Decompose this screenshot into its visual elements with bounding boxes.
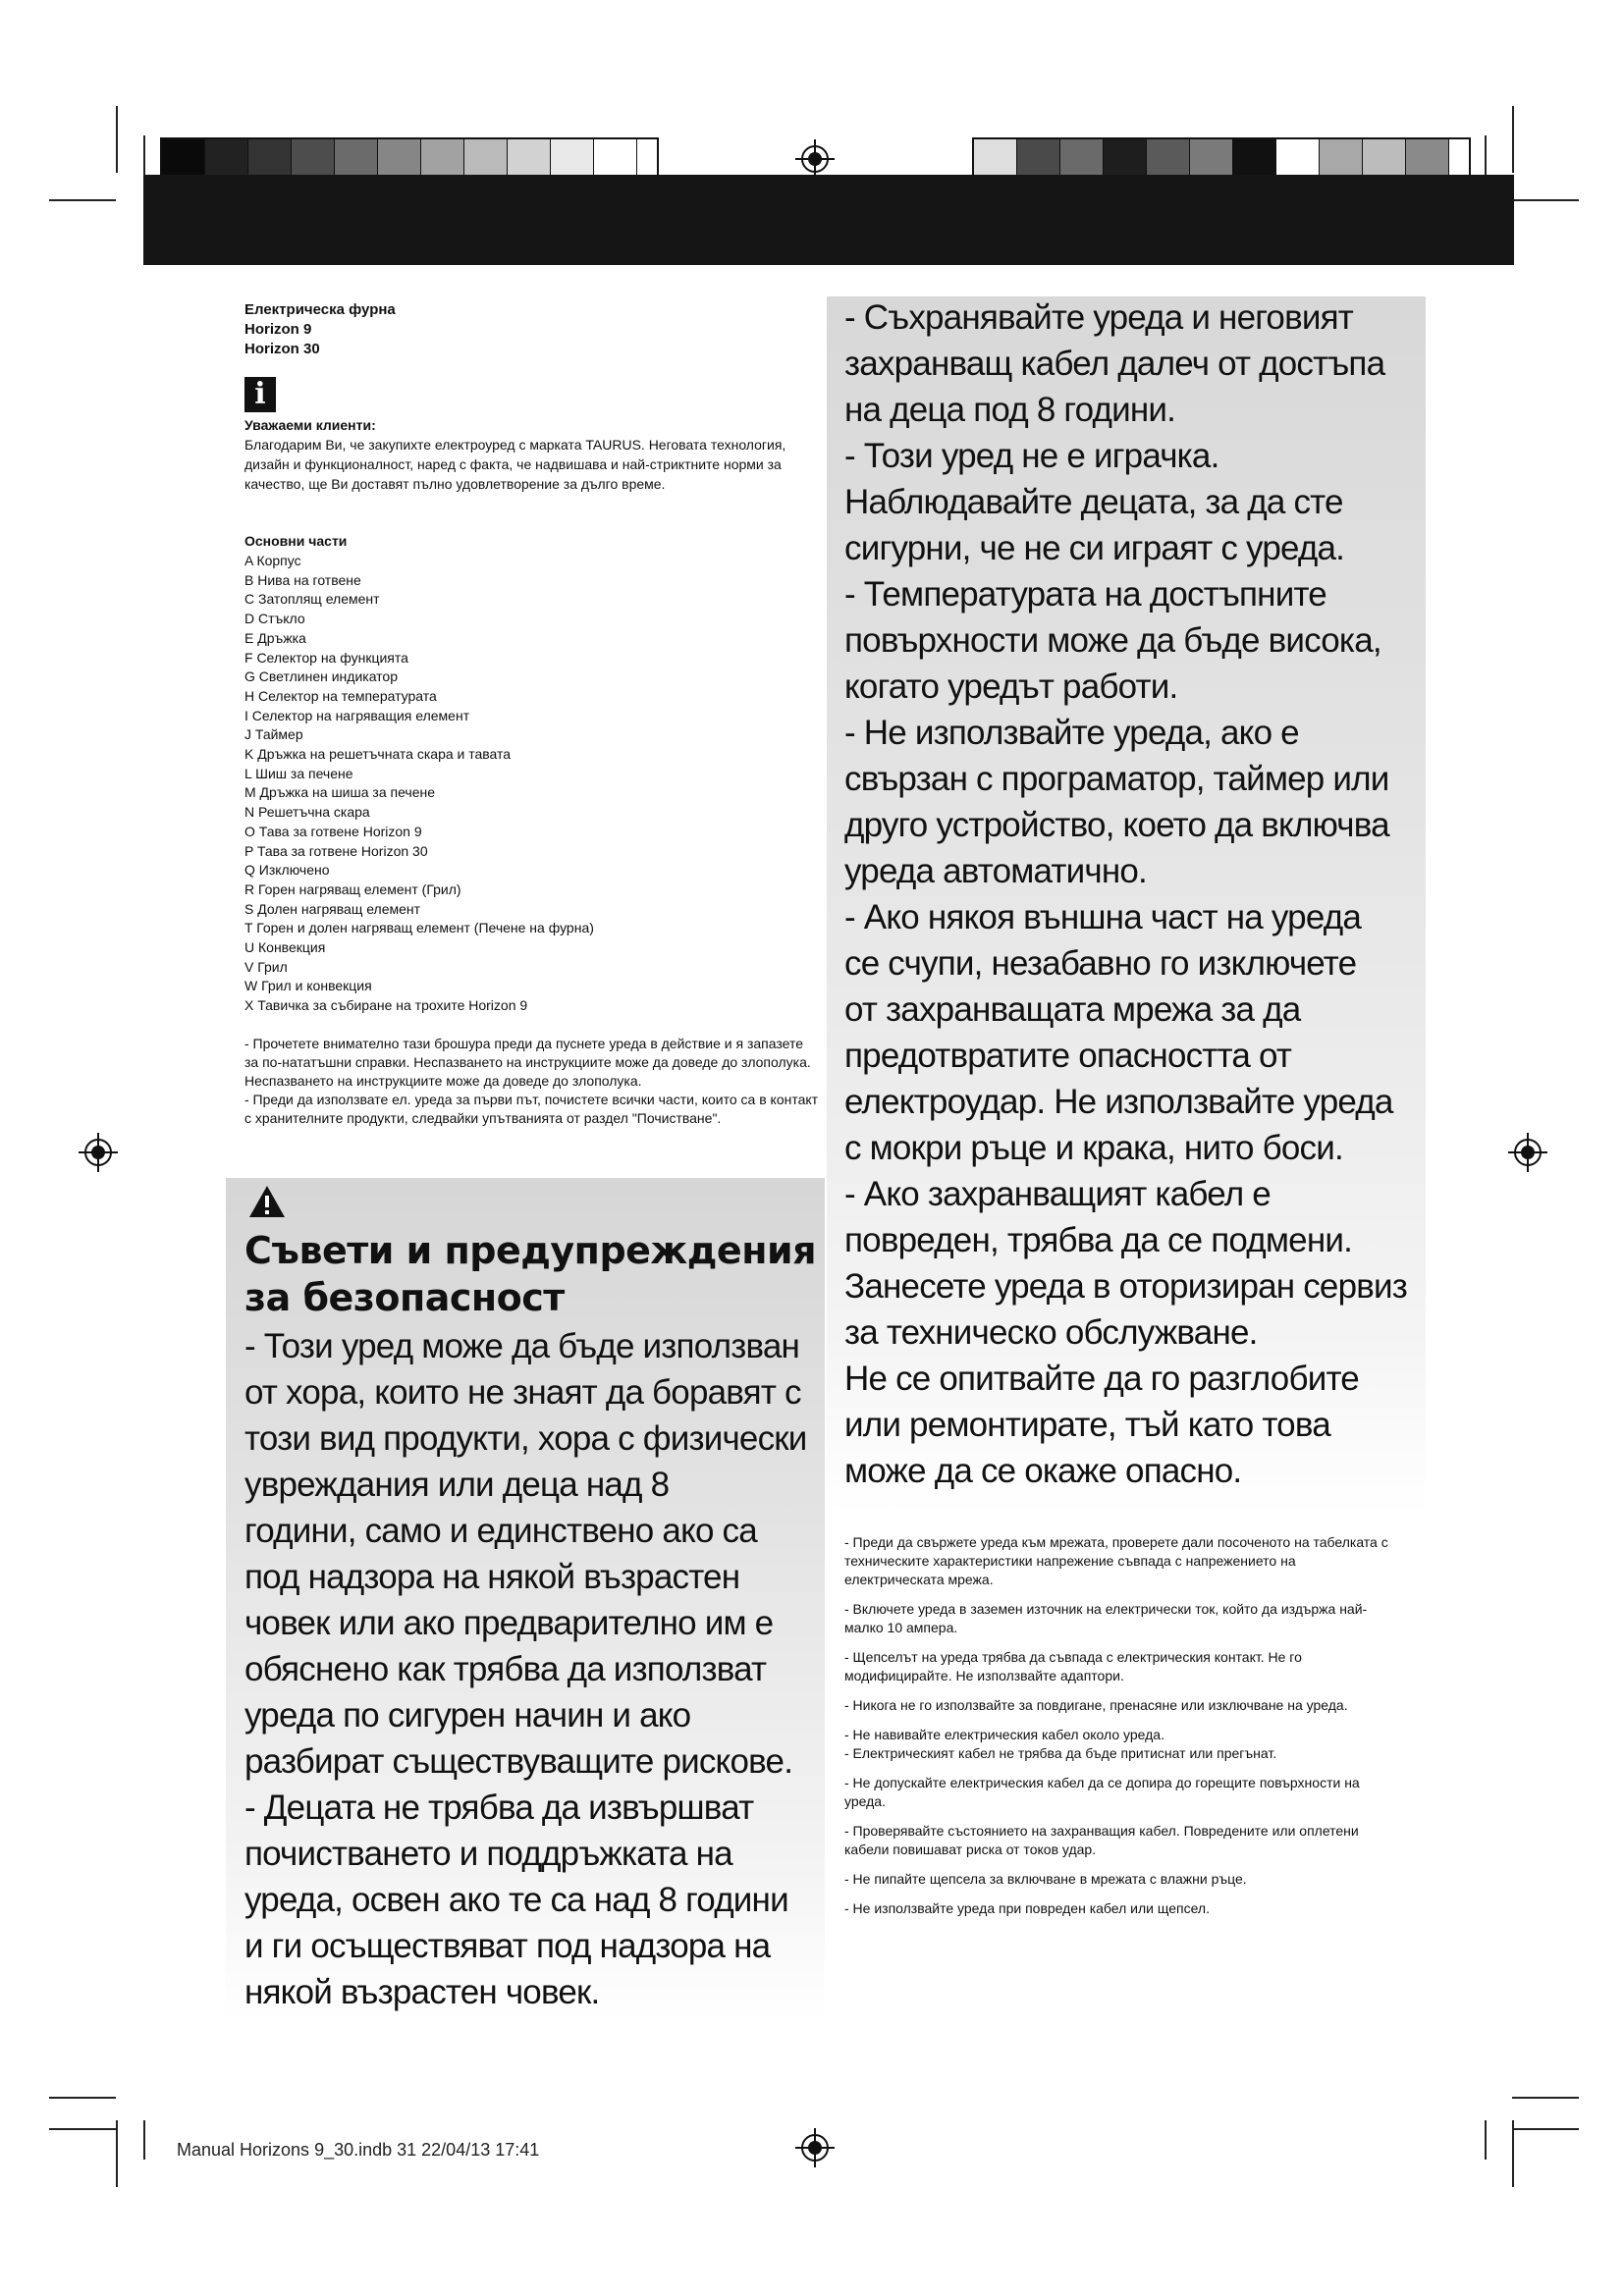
safety-text-right (844, 294, 1434, 1494)
safety-line: на деца под 8 години. (844, 391, 1176, 429)
parts-list-item: I Селектор на нагряващия елемент (244, 707, 470, 723)
intro-paragraph: - Прочетете внимателно тази брошура преди да пуснете уреда в действие и я запазете за по-нататъшни справки. Неспазването на инструкциите може да доведе до злополука. Неспазването на инструкциите може да доведе до злополука. (244, 1036, 811, 1089)
parts-list-item: R Горен нагряващ елемент (Грил) (244, 881, 461, 897)
safety-line: разбират съществуващите рискове. (244, 1742, 793, 1781)
color-swatch (464, 139, 508, 179)
safety-line: и ги осъществяват под надзора на (244, 1927, 771, 1965)
color-swatch (1233, 139, 1276, 179)
warning-icon (247, 1184, 287, 1219)
safety-title: Съвети и предупреждения за безопасност (244, 1229, 816, 1319)
parts-list-item: D Стъкло (244, 611, 305, 627)
safety-line: предотвратите опасността от (844, 1037, 1292, 1075)
color-swatch (1060, 139, 1104, 179)
parts-list-item: N Решетъчна скара (244, 804, 370, 821)
parts-list-item: M Дръжка на шиша за печене (244, 784, 436, 801)
safety-line: - Децата не трябва да извършват (244, 1789, 754, 1827)
crop-mark (1485, 135, 1487, 175)
safety-line: - Не използвайте уреда, ако е (844, 714, 1299, 752)
intro-text (244, 1035, 819, 1128)
safety-line: човек или ако предварително им е (244, 1604, 774, 1642)
parts-title: Основни части (244, 533, 348, 549)
parts-list-item: H Селектор на температурата (244, 687, 437, 704)
safety-line: Не се опитвайте да го разглобите (844, 1360, 1359, 1398)
color-swatch (1017, 139, 1060, 179)
color-swatch (551, 139, 594, 179)
parts-list-item: J Таймер (244, 726, 303, 743)
color-swatch (974, 139, 1017, 179)
header-bar (143, 175, 1514, 265)
parts-list-item: F Селектор на функцията (244, 649, 408, 666)
parts-list-item: W Грил и конвекция (244, 978, 372, 994)
color-swatch (1190, 139, 1233, 179)
parts-list-item: V Грил (244, 958, 288, 975)
safety-note: - Не използвайте уреда при повреден кабел или щепсел. (844, 1900, 1210, 1916)
parts-list-item: U Конвекция (244, 939, 326, 956)
color-swatch (421, 139, 464, 179)
crop-mark (1512, 2128, 1579, 2130)
color-swatch (1147, 139, 1190, 179)
color-swatch (594, 139, 637, 179)
safety-line: някой възрастен човек. (244, 1973, 600, 2011)
color-swatch (292, 139, 335, 179)
crop-mark (143, 135, 145, 175)
safety-line: за техническо обслужване. (844, 1313, 1258, 1352)
crop-mark (1512, 199, 1579, 201)
safety-line: под надзора на някой възрастен (244, 1558, 740, 1596)
parts-list-item: Q Изключено (244, 862, 330, 879)
parts-list-item: G Светлинен индикатор (244, 668, 399, 685)
parts-list-item: E Дръжка (244, 629, 306, 646)
parts-list-item: O Тава за готвене Horizon 9 (244, 823, 422, 839)
safety-line: или ремонтирате, тъй като това (844, 1406, 1330, 1444)
safety-note: - Преди да свържете уреда към мрежата, проверете дали посоченото на табелката с техническите характеристики напрежение съвпада с напрежението на електрическата мрежа. (844, 1534, 1388, 1587)
safety-line: - Ако някоя външна част на уреда (844, 898, 1362, 936)
safety-line: се счупи, незабавно го изключете (844, 944, 1357, 983)
registration-mark-icon (795, 139, 835, 179)
safety-note: - Не допускайте електрическия кабел да се допира до горещите повърхности на уреда. (844, 1775, 1360, 1809)
safety-line: от захранващата мрежа за да (844, 990, 1301, 1029)
safety-line: този вид продукти, хора с физически (244, 1419, 807, 1458)
safety-line: когато уредът работи. (844, 667, 1178, 706)
color-swatch (335, 139, 378, 179)
color-swatch (1320, 139, 1363, 179)
safety-line: уреда, освен ако те са над 8 години (244, 1881, 788, 1919)
parts-list-item: A Корпус (244, 553, 301, 568)
parts-list-item: L Шиш за печене (244, 765, 353, 781)
intro-paragraph: - Преди да използвате ел. уреда за първи път, почистете всички части, които са в контакт с хранителните продукти, следвайки упътванията от раздел "Почистване". (244, 1092, 819, 1126)
safety-line: - Този уред не е играчка. (844, 437, 1219, 475)
crop-mark (116, 2120, 118, 2187)
safety-line: - Ако захранващият кабел е (844, 1175, 1271, 1213)
parts-list (244, 552, 594, 1016)
crop-mark (1512, 2097, 1579, 2099)
parts-list-item: B Нива на готвене (244, 571, 361, 588)
safety-line: друго устройство, което да включва (844, 806, 1389, 844)
info-icon: i (244, 377, 276, 412)
safety-line: - Съхранявайте уреда и неговият (844, 298, 1354, 337)
color-swatch (162, 139, 205, 179)
parts-list-item: C Затоплящ елемент (244, 591, 380, 608)
parts-list-item: K Дръжка на решетъчната скара и тавата (244, 746, 512, 763)
safety-line: - Температурата на достъпните (844, 575, 1326, 614)
safety-note: - Никога не го използвайте за повдигане, пренасяне или изключване на уреда. (844, 1697, 1348, 1713)
safety-line: увреждания или деца над 8 (244, 1466, 670, 1504)
color-swatch (378, 139, 421, 179)
crop-mark (49, 2097, 116, 2099)
safety-text-left (244, 1323, 834, 2015)
safety-note: - Включете уреда в заземен източник на електрически ток, който да издържа най-малко 10 ампера. (844, 1601, 1368, 1635)
safety-line: свързан с програматор, таймер или (844, 760, 1389, 798)
safety-note: - Щепселът на уреда трябва да съвпада с електрическия контакт. Не го модифицирайте. Не използвайте адаптори. (844, 1649, 1302, 1683)
parts-list-item: X Тавичка за събиране на трохите Horizon 9 (244, 997, 528, 1014)
safety-line: повърхности може да бъде висока, (844, 621, 1381, 660)
registration-mark-icon (79, 1133, 118, 1172)
safety-notes (844, 1533, 1394, 1929)
greeting-title: Уважаеми клиенти: (244, 417, 376, 433)
parts-list-item: P Тава за готвене Horizon 30 (244, 842, 428, 859)
safety-line: Наблюдавайте децата, за да сте (844, 483, 1343, 521)
safety-line: - Този уред може да бъде използван (244, 1327, 800, 1365)
color-swatch (205, 139, 248, 179)
crop-mark (49, 199, 116, 201)
safety-note: - Не пипайте щепсела за включване в мрежата с влажни ръце. (844, 1871, 1247, 1887)
crop-mark (1512, 2120, 1514, 2187)
product-title: Електрическа фурна Horizon 9 Horizon 30 (244, 301, 396, 357)
color-swatch (508, 139, 551, 179)
safety-line: от хора, които не знаят да боравят с (244, 1373, 801, 1412)
safety-line: захранващ кабел далеч от достъпа (844, 345, 1385, 383)
parts-list-item: T Горен и долен нагряващ елемент (Печене на фурна) (244, 920, 594, 936)
safety-line: повреден, трябва да се подмени. (844, 1221, 1353, 1259)
greeting-body: Благодарим Ви, че закупихте електроуред с марката TAURUS. Неговата технология, дизайн и функционалност, наред с факта, че надвишава и най-стриктните норми за качество, ще Ви доставят пълно удовлетворение за дълго време. (244, 437, 786, 492)
crop-mark (143, 2120, 145, 2160)
safety-note: - Не навивайте електрическия кабел около уреда. - Електрическият кабел не трябва да бъде притиснат или прегънат. (844, 1727, 1277, 1761)
safety-line: Занесете уреда в оторизиран сервиз (844, 1267, 1408, 1306)
color-swatch (1363, 139, 1406, 179)
safety-note: - Проверявайте състоянието на захранващия кабел. Повредените или оплетени кабели повишават риска от токов удар. (844, 1823, 1359, 1857)
color-swatch (248, 139, 292, 179)
color-swatch (1406, 139, 1449, 179)
registration-mark-icon (1508, 1133, 1547, 1172)
crop-mark (1485, 2120, 1487, 2160)
parts-list-item: S Долен нагряващ елемент (244, 900, 421, 917)
crop-mark (49, 2128, 116, 2130)
safety-line: обяснено как трябва да използват (244, 1650, 767, 1688)
crop-mark (1512, 106, 1514, 173)
color-swatch (1104, 139, 1147, 179)
safety-line: сигурни, че не си играят с уреда. (844, 529, 1345, 567)
safety-line: уреда автоматично. (844, 852, 1147, 890)
safety-line: почистването и поддръжката на (244, 1835, 732, 1873)
safety-line: години, само и единствено ако са (244, 1512, 757, 1550)
registration-mark-icon (795, 2128, 835, 2167)
safety-line: може да се окаже опасно. (844, 1452, 1242, 1490)
color-swatch (1276, 139, 1320, 179)
safety-line: с мокри ръце и крака, нито боси. (844, 1129, 1343, 1167)
safety-line: електроудар. Не използвайте уреда (844, 1083, 1393, 1121)
crop-mark (116, 106, 118, 173)
safety-line: уреда по сигурен начин и ако (244, 1696, 691, 1735)
print-footer: Manual Horizons 9_30.indb 31 22/04/13 17:41 (177, 2140, 540, 2160)
